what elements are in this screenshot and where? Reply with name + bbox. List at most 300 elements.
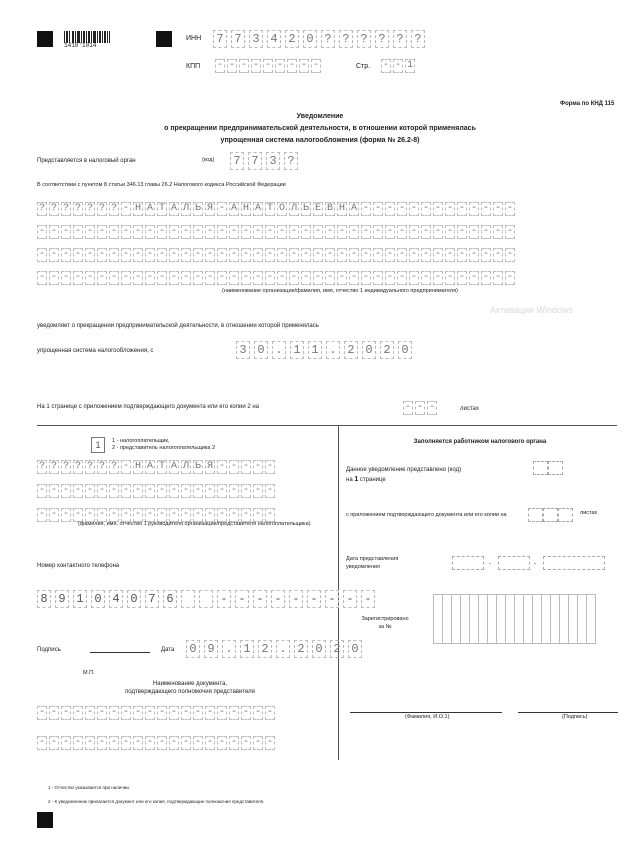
char-cell[interactable]: ? xyxy=(339,30,353,48)
char-cell[interactable]: - xyxy=(314,272,321,283)
char-cell[interactable]: - xyxy=(98,249,105,260)
char-cell[interactable]: - xyxy=(62,485,69,496)
char-cell[interactable]: - xyxy=(218,226,225,237)
submitted-code-box-2[interactable] xyxy=(548,461,563,475)
char-cell[interactable]: А xyxy=(146,461,153,472)
char-cell[interactable]: - xyxy=(404,402,411,413)
char-cell[interactable]: 6 xyxy=(163,590,177,608)
char-cell[interactable]: ? xyxy=(74,461,81,472)
char-cell[interactable]: - xyxy=(50,707,57,718)
char-cell[interactable]: ? xyxy=(50,203,57,214)
char-cell[interactable]: - xyxy=(194,249,201,260)
char-cell[interactable]: - xyxy=(326,226,333,237)
char-cell[interactable]: - xyxy=(266,249,273,260)
char-cell[interactable]: - xyxy=(74,737,81,748)
char-cell[interactable]: А xyxy=(230,203,237,214)
char-cell[interactable]: . xyxy=(222,640,236,658)
char-cell[interactable]: - xyxy=(338,272,345,283)
char-cell[interactable]: - xyxy=(62,737,69,748)
char-cell[interactable]: - xyxy=(374,249,381,260)
receipt-month-box[interactable] xyxy=(498,556,530,570)
char-cell[interactable]: 2 xyxy=(258,640,272,658)
char-cell[interactable]: - xyxy=(62,249,69,260)
char-cell[interactable]: 0 xyxy=(91,590,105,608)
char-cell[interactable]: - xyxy=(350,249,357,260)
char-cell[interactable]: - xyxy=(182,485,189,496)
char-cell[interactable]: - xyxy=(361,590,375,608)
char-cell[interactable]: - xyxy=(98,707,105,718)
char-cell[interactable]: - xyxy=(374,226,381,237)
char-cell[interactable]: - xyxy=(235,590,249,608)
char-cell[interactable]: - xyxy=(253,590,267,608)
char-cell[interactable]: ? xyxy=(38,461,45,472)
inn-cells[interactable] xyxy=(213,30,429,48)
char-cell[interactable]: - xyxy=(422,272,429,283)
char-cell[interactable]: - xyxy=(122,509,129,520)
char-cell[interactable]: ? xyxy=(98,203,105,214)
char-cell[interactable]: Т xyxy=(158,461,165,472)
char-cell[interactable]: - xyxy=(458,226,465,237)
char-cell[interactable]: - xyxy=(242,461,249,472)
char-cell[interactable]: - xyxy=(470,272,477,283)
char-cell[interactable]: - xyxy=(240,60,247,71)
char-cell[interactable]: - xyxy=(217,590,231,608)
char-cell[interactable]: - xyxy=(230,226,237,237)
char-cell[interactable]: Л xyxy=(182,203,189,214)
char-cell[interactable]: - xyxy=(290,272,297,283)
char-cell[interactable]: - xyxy=(374,272,381,283)
char-cell[interactable]: - xyxy=(254,461,261,472)
char-cell[interactable]: - xyxy=(194,737,201,748)
char-cell[interactable]: - xyxy=(86,509,93,520)
char-cell[interactable]: - xyxy=(458,249,465,260)
char-cell[interactable]: ? xyxy=(62,203,69,214)
char-cell[interactable]: - xyxy=(362,226,369,237)
char-cell[interactable]: - xyxy=(386,272,393,283)
char-cell[interactable]: - xyxy=(110,707,117,718)
char-cell[interactable]: - xyxy=(110,226,117,237)
char-cell[interactable]: - xyxy=(326,272,333,283)
phone-cells[interactable] xyxy=(37,590,379,608)
char-cell[interactable]: - xyxy=(182,249,189,260)
char-cell[interactable]: - xyxy=(158,707,165,718)
char-cell[interactable]: - xyxy=(386,226,393,237)
char-cell[interactable]: 1 xyxy=(240,640,254,658)
pages-cells[interactable] xyxy=(403,401,439,415)
char-cell[interactable]: ? xyxy=(86,461,93,472)
char-cell[interactable]: А xyxy=(170,461,177,472)
registration-number-grid[interactable] xyxy=(433,594,595,644)
char-cell[interactable]: Я xyxy=(206,203,213,214)
char-cell[interactable]: - xyxy=(362,249,369,260)
char-cell[interactable]: - xyxy=(158,485,165,496)
char-cell[interactable]: - xyxy=(206,485,213,496)
name-row-3[interactable] xyxy=(37,248,517,262)
char-cell[interactable]: - xyxy=(494,226,501,237)
char-cell[interactable]: - xyxy=(382,60,389,71)
char-cell[interactable]: 2 xyxy=(330,640,344,658)
char-cell[interactable]: - xyxy=(74,226,81,237)
char-cell[interactable]: ? xyxy=(110,203,117,214)
char-cell[interactable]: 4 xyxy=(267,30,281,48)
char-cell[interactable]: ? xyxy=(74,203,81,214)
char-cell[interactable]: - xyxy=(242,249,249,260)
char-cell[interactable]: - xyxy=(482,226,489,237)
char-cell[interactable]: - xyxy=(122,737,129,748)
char-cell[interactable]: - xyxy=(288,60,295,71)
char-cell[interactable]: О xyxy=(278,203,285,214)
char-cell[interactable]: Н xyxy=(338,203,345,214)
char-cell[interactable]: - xyxy=(86,707,93,718)
char-cell[interactable]: - xyxy=(386,203,393,214)
char-cell[interactable]: - xyxy=(307,590,321,608)
char-cell[interactable]: - xyxy=(98,485,105,496)
char-cell[interactable]: - xyxy=(434,226,441,237)
char-cell[interactable]: - xyxy=(50,272,57,283)
char-cell[interactable]: 0 xyxy=(127,590,141,608)
char-cell[interactable]: 7 xyxy=(213,30,227,48)
char-cell[interactable]: . xyxy=(326,341,340,359)
char-cell[interactable]: - xyxy=(300,60,307,71)
char-cell[interactable]: ? xyxy=(38,203,45,214)
char-cell[interactable]: А xyxy=(254,203,261,214)
char-cell[interactable]: - xyxy=(362,272,369,283)
char-cell[interactable]: - xyxy=(230,485,237,496)
char-cell[interactable]: - xyxy=(338,249,345,260)
char-cell[interactable]: - xyxy=(38,249,45,260)
tax-organ-code-cells[interactable] xyxy=(230,152,302,170)
char-cell[interactable]: ? xyxy=(321,30,335,48)
char-cell[interactable]: 2 xyxy=(344,341,358,359)
char-cell[interactable]: Ь xyxy=(302,203,309,214)
doc-row-1[interactable] xyxy=(37,706,277,720)
char-cell[interactable]: 2 xyxy=(380,341,394,359)
char-cell[interactable]: - xyxy=(218,203,225,214)
char-cell[interactable]: - xyxy=(182,226,189,237)
char-cell[interactable]: - xyxy=(74,485,81,496)
char-cell[interactable]: - xyxy=(98,226,105,237)
char-cell[interactable]: - xyxy=(170,249,177,260)
char-cell[interactable]: 0 xyxy=(312,640,326,658)
char-cell[interactable]: - xyxy=(134,509,141,520)
char-cell[interactable]: - xyxy=(62,226,69,237)
char-cell[interactable]: - xyxy=(146,707,153,718)
char-cell[interactable]: - xyxy=(134,737,141,748)
char-cell[interactable]: - xyxy=(38,272,45,283)
char-cell[interactable]: 1 xyxy=(308,341,322,359)
char-cell[interactable]: - xyxy=(278,249,285,260)
attachment-box-1[interactable] xyxy=(528,508,543,522)
char-cell[interactable]: 9 xyxy=(204,640,218,658)
char-cell[interactable]: - xyxy=(398,272,405,283)
char-cell[interactable]: Л xyxy=(290,203,297,214)
char-cell[interactable]: - xyxy=(470,203,477,214)
char-cell[interactable]: - xyxy=(194,485,201,496)
char-cell[interactable]: - xyxy=(62,707,69,718)
char-cell[interactable]: - xyxy=(289,590,303,608)
char-cell[interactable]: - xyxy=(482,203,489,214)
char-cell[interactable]: - xyxy=(252,60,259,71)
char-cell[interactable]: - xyxy=(182,737,189,748)
char-cell[interactable]: - xyxy=(218,737,225,748)
char-cell[interactable]: - xyxy=(254,485,261,496)
char-cell[interactable]: - xyxy=(325,590,339,608)
char-cell[interactable]: ? xyxy=(411,30,425,48)
char-cell[interactable]: - xyxy=(482,249,489,260)
char-cell[interactable]: - xyxy=(122,272,129,283)
char-cell[interactable]: - xyxy=(194,509,201,520)
char-cell[interactable]: - xyxy=(386,249,393,260)
char-cell[interactable]: - xyxy=(422,203,429,214)
char-cell[interactable]: - xyxy=(230,737,237,748)
char-cell[interactable]: - xyxy=(110,485,117,496)
char-cell[interactable]: - xyxy=(182,707,189,718)
char-cell[interactable]: - xyxy=(158,226,165,237)
char-cell[interactable]: - xyxy=(50,737,57,748)
char-cell[interactable]: А xyxy=(350,203,357,214)
char-cell[interactable]: - xyxy=(410,226,417,237)
char-cell[interactable]: - xyxy=(302,272,309,283)
char-cell[interactable]: - xyxy=(242,272,249,283)
char-cell[interactable]: 3 xyxy=(266,152,280,170)
char-cell[interactable]: - xyxy=(122,485,129,496)
char-cell[interactable]: - xyxy=(146,509,153,520)
char-cell[interactable]: - xyxy=(134,707,141,718)
char-cell[interactable]: 7 xyxy=(248,152,262,170)
char-cell[interactable]: - xyxy=(482,272,489,283)
char-cell[interactable]: Я xyxy=(206,461,213,472)
char-cell[interactable]: - xyxy=(446,272,453,283)
char-cell[interactable]: Н xyxy=(134,203,141,214)
sign-date-cells[interactable] xyxy=(186,640,366,658)
char-cell[interactable]: - xyxy=(230,707,237,718)
char-cell[interactable]: - xyxy=(470,226,477,237)
char-cell[interactable]: ? xyxy=(357,30,371,48)
char-cell[interactable]: ? xyxy=(284,152,298,170)
char-cell[interactable]: - xyxy=(264,60,271,71)
char-cell[interactable]: - xyxy=(254,249,261,260)
char-cell[interactable]: - xyxy=(266,226,273,237)
char-cell[interactable]: - xyxy=(434,249,441,260)
char-cell[interactable]: - xyxy=(158,272,165,283)
char-cell[interactable]: - xyxy=(254,272,261,283)
char-cell[interactable]: - xyxy=(428,402,435,413)
char-cell[interactable]: - xyxy=(290,226,297,237)
name-row-2[interactable] xyxy=(37,225,517,239)
char-cell[interactable]: - xyxy=(86,249,93,260)
char-cell[interactable]: - xyxy=(494,272,501,283)
char-cell[interactable]: - xyxy=(50,509,57,520)
char-cell[interactable]: . xyxy=(272,341,286,359)
char-cell[interactable]: - xyxy=(98,272,105,283)
char-cell[interactable]: ? xyxy=(375,30,389,48)
char-cell[interactable]: - xyxy=(110,509,117,520)
char-cell[interactable]: - xyxy=(278,272,285,283)
char-cell[interactable]: - xyxy=(170,485,177,496)
char-cell[interactable]: 0 xyxy=(186,640,200,658)
char-cell[interactable]: - xyxy=(182,272,189,283)
char-cell[interactable]: - xyxy=(218,272,225,283)
char-cell[interactable]: - xyxy=(206,226,213,237)
kpp-cells[interactable] xyxy=(215,59,323,73)
char-cell[interactable]: - xyxy=(206,509,213,520)
char-cell[interactable]: - xyxy=(434,203,441,214)
char-cell[interactable]: - xyxy=(228,60,235,71)
char-cell[interactable]: - xyxy=(506,272,513,283)
char-cell[interactable]: - xyxy=(170,707,177,718)
char-cell[interactable]: - xyxy=(218,485,225,496)
char-cell[interactable]: - xyxy=(410,249,417,260)
char-cell[interactable]: - xyxy=(446,203,453,214)
char-cell[interactable]: - xyxy=(158,249,165,260)
char-cell[interactable] xyxy=(199,590,213,608)
char-cell[interactable]: В xyxy=(326,203,333,214)
char-cell[interactable]: - xyxy=(86,737,93,748)
char-cell[interactable]: - xyxy=(266,461,273,472)
signer-fio-row-2[interactable] xyxy=(37,484,277,498)
char-cell[interactable]: 0 xyxy=(362,341,376,359)
char-cell[interactable]: - xyxy=(254,707,261,718)
char-cell[interactable]: - xyxy=(242,707,249,718)
char-cell[interactable]: Ь xyxy=(194,203,201,214)
char-cell[interactable]: 4 xyxy=(109,590,123,608)
char-cell[interactable]: - xyxy=(350,272,357,283)
char-cell[interactable]: - xyxy=(134,249,141,260)
char-cell[interactable]: - xyxy=(218,509,225,520)
char-cell[interactable]: - xyxy=(50,226,57,237)
char-cell[interactable]: - xyxy=(242,485,249,496)
char-cell[interactable]: - xyxy=(218,707,225,718)
char-cell[interactable]: Т xyxy=(158,203,165,214)
char-cell[interactable]: - xyxy=(134,226,141,237)
char-cell[interactable]: - xyxy=(110,249,117,260)
char-cell[interactable]: - xyxy=(170,272,177,283)
char-cell[interactable]: - xyxy=(74,272,81,283)
char-cell[interactable]: - xyxy=(146,249,153,260)
char-cell[interactable]: 0 xyxy=(254,341,268,359)
char-cell[interactable]: - xyxy=(350,226,357,237)
char-cell[interactable]: - xyxy=(278,226,285,237)
char-cell[interactable]: - xyxy=(458,203,465,214)
submitted-code-box-1[interactable] xyxy=(533,461,548,475)
char-cell[interactable]: - xyxy=(146,737,153,748)
char-cell[interactable]: - xyxy=(74,249,81,260)
char-cell[interactable]: - xyxy=(398,226,405,237)
char-cell[interactable]: Н xyxy=(242,203,249,214)
char-cell[interactable]: - xyxy=(314,226,321,237)
char-cell[interactable]: ? xyxy=(393,30,407,48)
char-cell[interactable]: - xyxy=(206,249,213,260)
char-cell[interactable]: - xyxy=(38,737,45,748)
char-cell[interactable]: - xyxy=(86,272,93,283)
char-cell[interactable]: - xyxy=(312,60,319,71)
char-cell[interactable]: 3 xyxy=(236,341,250,359)
char-cell[interactable]: - xyxy=(62,509,69,520)
char-cell[interactable]: - xyxy=(230,272,237,283)
char-cell[interactable]: 2 xyxy=(294,640,308,658)
char-cell[interactable]: - xyxy=(410,272,417,283)
char-cell[interactable]: - xyxy=(50,249,57,260)
char-cell[interactable]: - xyxy=(170,226,177,237)
signer-code-box[interactable] xyxy=(91,437,105,453)
char-cell[interactable]: - xyxy=(254,226,261,237)
char-cell[interactable]: - xyxy=(394,60,401,71)
signer-fio-row-1[interactable] xyxy=(37,460,277,474)
char-cell[interactable]: - xyxy=(38,226,45,237)
usn-date-cells[interactable] xyxy=(236,341,416,359)
char-cell[interactable]: - xyxy=(62,272,69,283)
char-cell[interactable]: - xyxy=(206,272,213,283)
char-cell[interactable]: - xyxy=(422,249,429,260)
char-cell[interactable]: - xyxy=(158,509,165,520)
char-cell[interactable]: - xyxy=(458,272,465,283)
char-cell[interactable]: 7 xyxy=(231,30,245,48)
char-cell[interactable]: - xyxy=(38,707,45,718)
char-cell[interactable]: - xyxy=(398,249,405,260)
char-cell[interactable]: - xyxy=(494,249,501,260)
page-cells[interactable] xyxy=(381,59,417,73)
char-cell[interactable]: - xyxy=(38,509,45,520)
char-cell[interactable]: - xyxy=(446,249,453,260)
char-cell[interactable]: - xyxy=(343,590,357,608)
char-cell[interactable]: - xyxy=(314,249,321,260)
char-cell[interactable]: - xyxy=(38,485,45,496)
char-cell[interactable]: - xyxy=(194,272,201,283)
char-cell[interactable]: - xyxy=(242,737,249,748)
char-cell[interactable]: - xyxy=(422,226,429,237)
char-cell[interactable]: - xyxy=(326,249,333,260)
char-cell[interactable]: - xyxy=(266,509,273,520)
char-cell[interactable]: - xyxy=(398,203,405,214)
char-cell[interactable]: ? xyxy=(98,461,105,472)
char-cell[interactable]: - xyxy=(134,485,141,496)
char-cell[interactable]: А xyxy=(146,203,153,214)
char-cell[interactable]: - xyxy=(242,509,249,520)
char-cell[interactable]: - xyxy=(134,272,141,283)
char-cell[interactable]: - xyxy=(506,203,513,214)
attachment-box-3[interactable] xyxy=(558,508,573,522)
char-cell[interactable]: - xyxy=(410,203,417,214)
char-cell[interactable]: - xyxy=(271,590,285,608)
char-cell[interactable]: Т xyxy=(266,203,273,214)
name-row-4[interactable] xyxy=(37,271,517,285)
char-cell[interactable]: - xyxy=(170,737,177,748)
char-cell[interactable]: - xyxy=(110,737,117,748)
char-cell[interactable]: 0 xyxy=(303,30,317,48)
char-cell[interactable]: - xyxy=(266,737,273,748)
char-cell[interactable]: - xyxy=(338,226,345,237)
char-cell[interactable]: - xyxy=(302,249,309,260)
char-cell[interactable]: - xyxy=(276,60,283,71)
char-cell[interactable]: Н xyxy=(134,461,141,472)
char-cell[interactable]: ? xyxy=(50,461,57,472)
char-cell[interactable]: - xyxy=(230,249,237,260)
char-cell[interactable]: 1 xyxy=(406,60,413,71)
char-cell[interactable]: - xyxy=(86,485,93,496)
signer-fio-row-3[interactable] xyxy=(37,508,277,522)
char-cell[interactable]: Е xyxy=(314,203,321,214)
char-cell[interactable]: - xyxy=(494,203,501,214)
char-cell[interactable]: 2 xyxy=(285,30,299,48)
char-cell[interactable]: - xyxy=(74,707,81,718)
char-cell[interactable]: - xyxy=(242,226,249,237)
char-cell[interactable]: - xyxy=(254,509,261,520)
char-cell[interactable]: - xyxy=(98,737,105,748)
char-cell[interactable]: - xyxy=(110,272,117,283)
char-cell[interactable]: - xyxy=(194,707,201,718)
char-cell[interactable]: - xyxy=(86,226,93,237)
char-cell[interactable]: ? xyxy=(86,203,93,214)
